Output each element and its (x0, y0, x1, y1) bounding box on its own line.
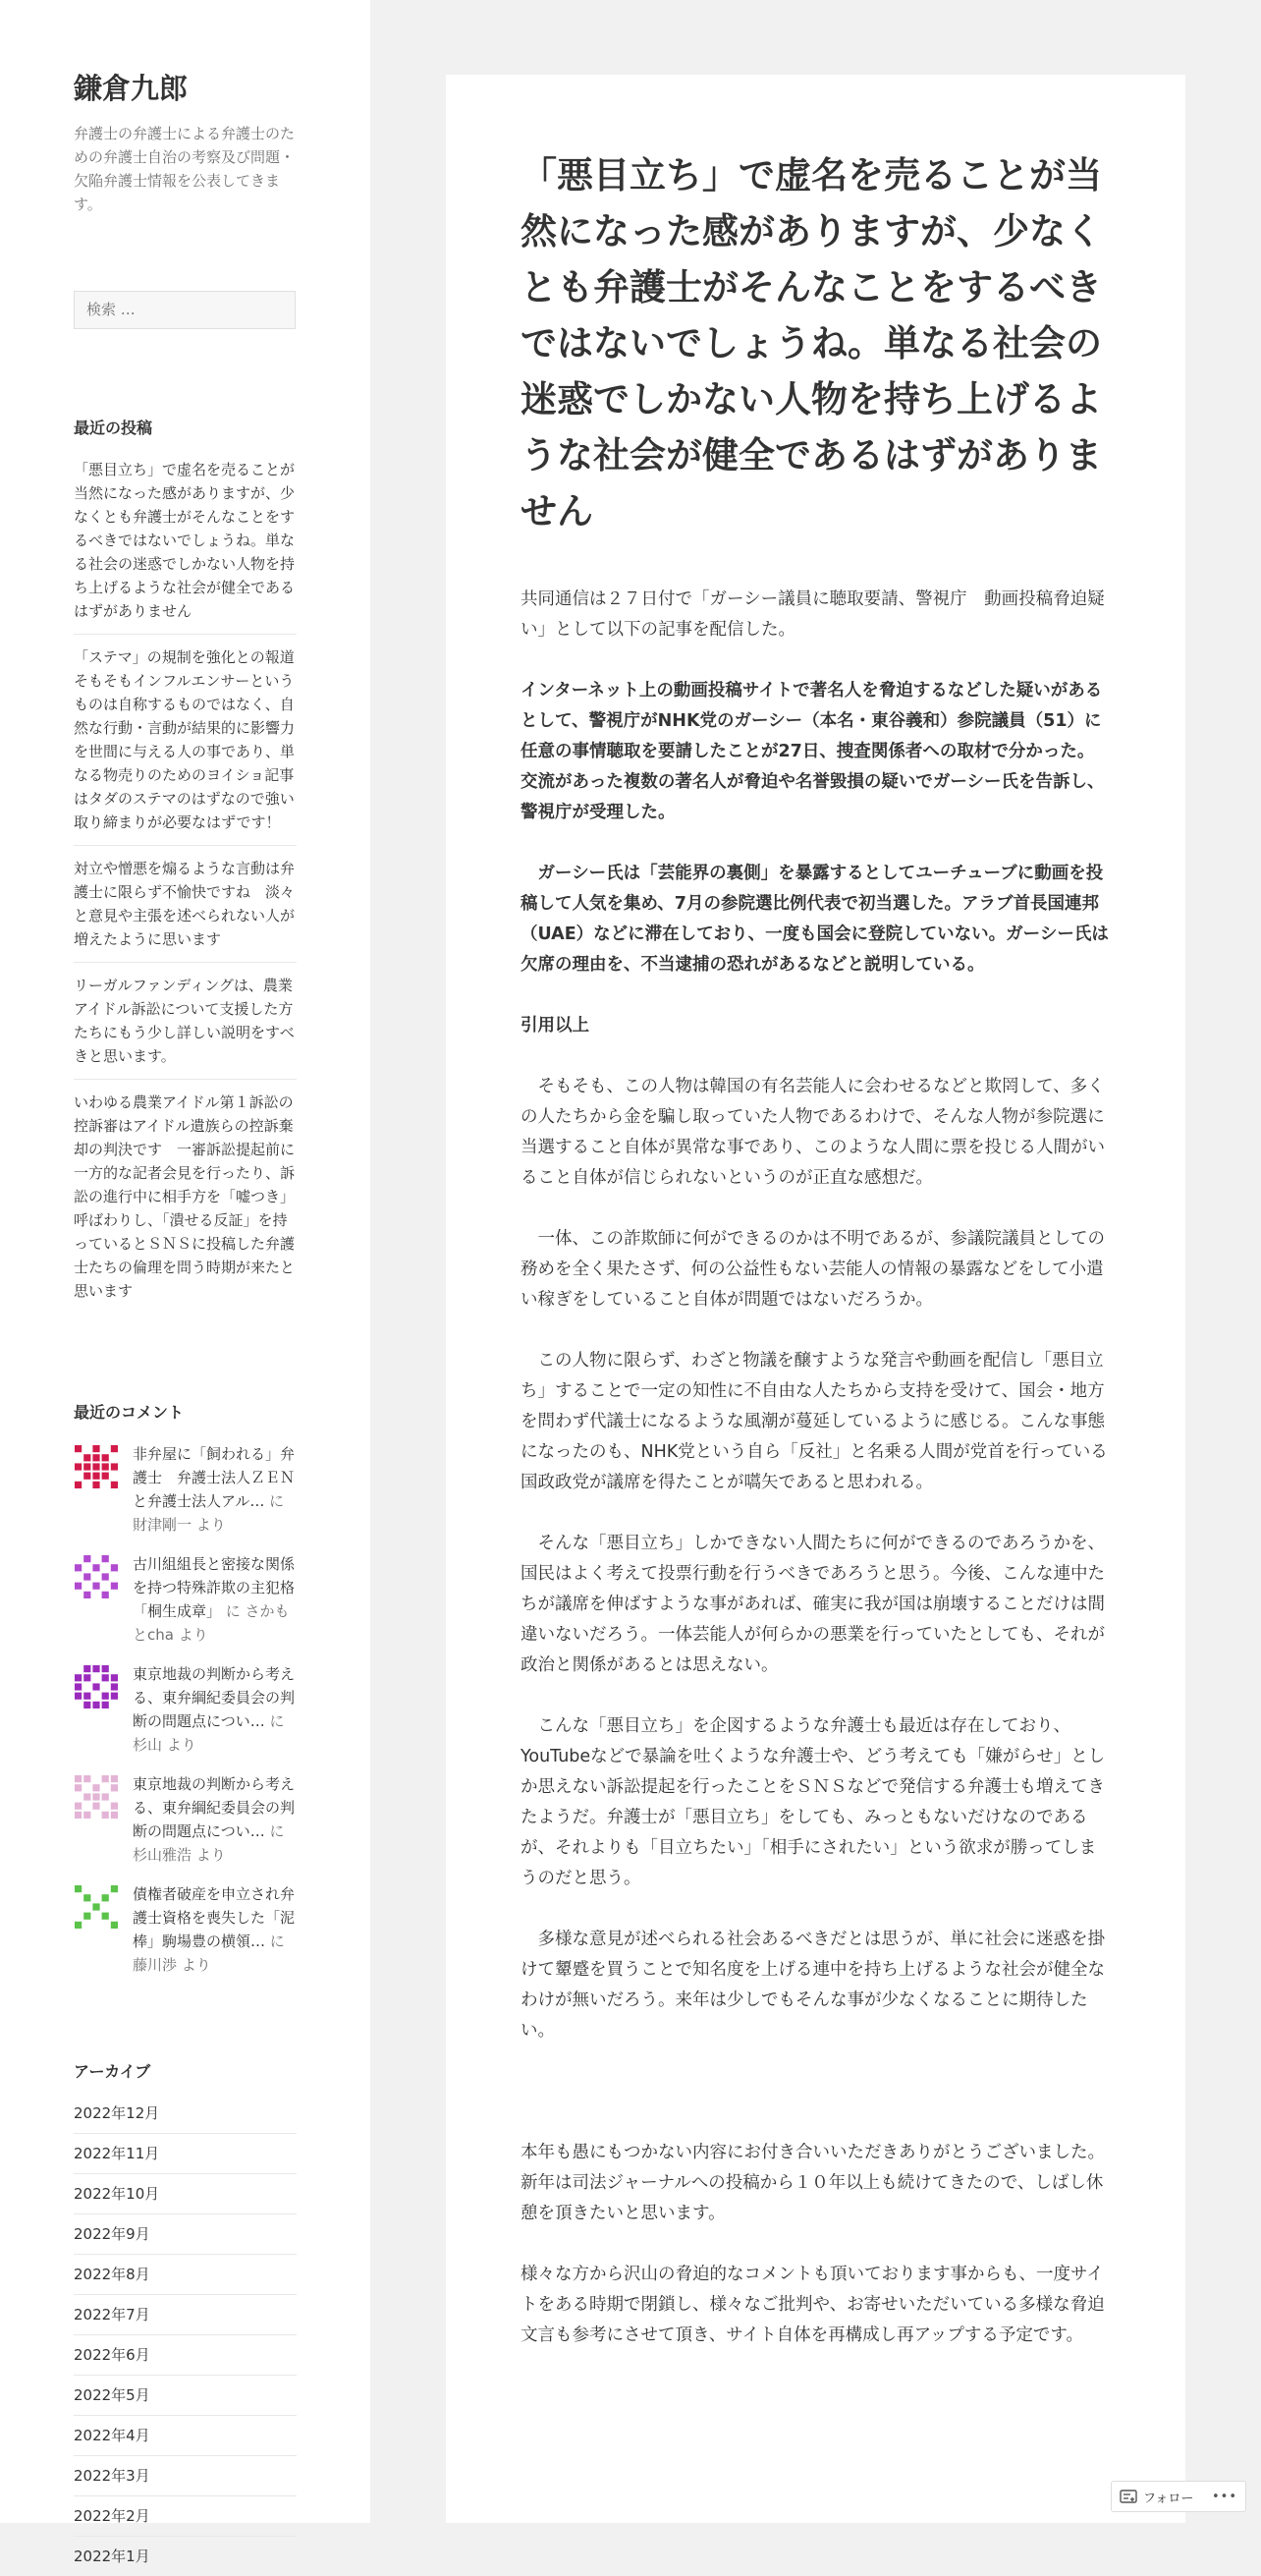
post-paragraph: 様々な方から沢山の脅迫的なコメントも頂いております事からも、一度サイトをある時期で閉鎖し、様々なご批判や、お寄せいただいている多様な脅迫文言も参考にさせて頂き、サイト自体を再構成し再アップする予定です。 (521, 2265, 1105, 2345)
archive-link[interactable]: 2022年3月 (74, 2455, 297, 2495)
post-paragraph: 多様な意見が述べられる社会あるべきだとは思うが、単に社会に迷惑を掛けて顰蹙を買うことで知名度を上げる連中を持ち上げるような社会が健全なわけが無いだろう。来年は少しでもそんな事が少なくなることに期待したい。 (521, 1930, 1105, 2041)
avatar-identicon-icon[interactable] (74, 1554, 119, 1599)
archive-link[interactable]: 2022年8月 (74, 2254, 297, 2294)
archive-link[interactable]: 2022年9月 (74, 2213, 297, 2254)
post-paragraph: 一体、この詐欺師に何ができるのかは不明であるが、参議院議員としての務めを全く果たさず、何の公益性もない芸能人の情報の暴露などをして小遣い稼ぎをしていること自体が問題ではないだろうか。 (521, 1229, 1105, 1310)
comment-item (74, 1662, 297, 1757)
comment-text (133, 1552, 297, 1647)
more-options-icon[interactable]: ••• (1211, 2489, 1237, 2504)
archives-list (74, 2101, 297, 2576)
comment-meta: に 杉山雅浩 より (133, 1821, 285, 1864)
comment-meta: に さかもとcha より (133, 1601, 290, 1644)
post-paragraph: こんな「悪目立ち」を企図するような弁護士も最近は存在しており、YouTubeなどで暴論を吐くような弁護士や、どう考えても「嫌がらせ」としか思えない訴訟提起を行ったことをＳＮＳなどで発信する弁護士も増えてきたようだ。弁護士が「悪目立ち」をしても、みっともないだけなのであるが、それよりも「目立ちたい」「相手にされたい」という欲求が勝ってしまうのだと思う。 (521, 1716, 1106, 1888)
spacer (521, 2077, 1111, 2138)
recent-posts-list (74, 458, 309, 1314)
comment-post-link[interactable]: 東京地裁の判断から考える、東弁綱紀委員会の判断の問題点につい… (133, 1664, 296, 1730)
archive-link[interactable]: 2022年1月 (74, 2536, 297, 2576)
comment-text (133, 1442, 297, 1537)
comment-text (133, 1882, 297, 1977)
avatar-identicon-icon[interactable] (74, 1774, 119, 1820)
post-paragraph: 本年も愚にもつかない内容にお付き合いいただきありがとうございました。新年は司法ジャーナルへの投稿から１０年以上も続けてきたので、しばし休憩を頂きたいと思います。 (521, 2143, 1105, 2223)
archive-link[interactable]: 2022年7月 (74, 2294, 297, 2334)
archive-link[interactable]: 2022年10月 (74, 2173, 297, 2213)
site-description: 弁護士の弁護士による弁護士のための弁護士自治の考察及び問題・欠陥弁護士情報を公表してきます。 (74, 124, 296, 213)
archive-link[interactable]: 2022年12月 (74, 2103, 160, 2122)
comment-meta: に 財津剛一 より (133, 1491, 285, 1534)
comment-item (74, 1772, 297, 1867)
recent-post-link[interactable]: 「ステマ」の規制を強化との報道 そもそもインフルエンサーというものは自称するものではなく、自然な行動・言動が結果的に影響力を世間に与える人の事であり、単なる物売りのためのヨイショ記事はタダのステマのはずなので強い取り締まりが必要なはずです！ (74, 634, 297, 845)
post-article (446, 75, 1185, 2523)
post-paragraph: そもそも、この人物は韓国の有名芸能人に会わせるなどと欺罔して、多くの人たちから金を騙し取っていた人物であるわけで、そんな人物が参院選に当選すること自体が異常な事であり、このような人間に票を投じる人間がいること自体が信じられないというのが正直な感想だ。 (521, 1077, 1105, 1188)
post-paragraph: この人物に限らず、わざと物議を醸すような発言や動画を配信し「悪目立ち」することで一定の知性に不自由な人たちから支持を受けて、国会・地方を問わず代議士になるような風潮が蔓延しているように感じる。こんな事態になったのも、NHK党という自ら「反社」と名乗る人間が党首を行っている国政政党が議席を得たことが嚆矢であると思われる。 (521, 1351, 1108, 1492)
sidebar (0, 0, 370, 2565)
archive-link[interactable]: 2022年11月 (74, 2133, 297, 2173)
post-paragraph: そんな「悪目立ち」しかできない人間たちに何ができるのであろうかを、国民はよく考えて投票行動を行うべきであろうと思う。今後、こんな連中たちが議席を伸ばすような事があれば、確実に我が国は崩壊することだけは間違いないだろう。一体芸能人が何らかの悪業を行っていたとしても、それが政治と関係があるとは思えない。 (521, 1534, 1105, 1675)
post-content (521, 585, 1111, 2351)
follow-button[interactable] (1111, 2481, 1246, 2512)
comment-post-link[interactable]: 古川組組長と密接な関係を持つ特殊詐欺の主犯格「桐生成章」 (133, 1554, 296, 1620)
recent-comments-list (74, 1442, 297, 1977)
archive-link[interactable]: 2022年6月 (74, 2334, 297, 2375)
comment-meta: に 藤川渉 より (133, 1932, 285, 1974)
comment-item (74, 1552, 297, 1647)
recent-post-link[interactable]: リーガルファンディングは、農業アイドル訴訟について支援した方たちにもう少し詳しい説明をすべきと思います。 (74, 962, 297, 1079)
follow-label: フォロー (1143, 2491, 1194, 2506)
comment-meta: に 杉山 より (133, 1711, 285, 1754)
avatar-identicon-icon[interactable] (74, 1884, 119, 1930)
archive-link[interactable]: 2022年4月 (74, 2415, 297, 2455)
quoted-paragraph: インターネット上の動画投稿サイトで著名人を脅迫するなどした疑いがあるとして、警視庁がNHK党のガーシー（本名・東谷義和）参院議員（51）に任意の事情聴取を要請したことが27日、捜査関係者への取材で分かった。交流があった複数の著名人が脅迫や名誉毀損の疑いでガーシー氏を告訴し、警視庁が受理した。 (521, 681, 1105, 822)
avatar-identicon-icon[interactable] (74, 1444, 119, 1489)
site-title[interactable]: 鎌倉九郎 (74, 72, 189, 105)
comment-post-link[interactable]: 非弁屋に「飼われる」弁護士 弁護士法人ＺＥＮと弁護士法人アル… (133, 1444, 296, 1510)
archive-link[interactable]: 2022年2月 (74, 2495, 297, 2536)
recent-post-link[interactable]: いわゆる農業アイドル第１訴訟の控訴審はアイドル遺族らの控訴棄却の判決です 一審訴訟提起前に一方的な記者会見を行ったり、訴訟の進行中に相手方を「嘘つき」呼ばわりし、「潰せる反証」を持っているとＳＮＳに投稿した弁護士たちの倫理を問う時期が来たと思います (74, 1079, 297, 1314)
archive-link[interactable]: 2022年5月 (74, 2375, 297, 2415)
follow-reader-icon (1120, 2490, 1137, 2503)
recent-posts-title: 最近の投稿 (74, 418, 153, 437)
recent-post-link[interactable]: 対立や憎悪を煽るような言動は弁護士に限らず不愉快ですね 淡々と意見や主張を述べられない人が増えたように思います (74, 845, 297, 962)
post-paragraph: 共同通信は２７日付で「ガーシー議員に聴取要請、警視庁 動画投稿脅迫疑い」として以下の記事を配信した。 (521, 589, 1105, 640)
post-title: 「悪目立ち」で虚名を売ることが当然になった感がありますが、少なくとも弁護士がそんなことをするべきではないでしょうね。単なる社会の迷惑でしかない人物を持ち上げるような社会が健全であるはずがありません (521, 153, 1102, 532)
quoted-paragraph: ガーシー氏は「芸能界の裏側」を暴露するとしてユーチューブに動画を投稿して人気を集め、7月の参院選比例代表で初当選した。アラブ首長国連邦（UAE）などに滞在しており、一度も国会に登院していない。ガーシー氏は欠席の理由を、不当逮捕の恐れがあるなどと説明している。 (521, 864, 1109, 975)
search-input[interactable] (74, 291, 296, 329)
comment-post-link[interactable]: 東京地裁の判断から考える、東弁綱紀委員会の判断の問題点につい… (133, 1774, 296, 1840)
recent-comments-title: 最近のコメント (74, 1402, 185, 1422)
comment-text (133, 1662, 297, 1757)
quote-end-label: 引用以上 (521, 1016, 589, 1036)
comment-item (74, 1882, 297, 1977)
comment-item (74, 1442, 297, 1537)
recent-post-link[interactable]: 「悪目立ち」で虚名を売ることが当然になった感がありますが、少なくとも弁護士がそんなことをするべきではないでしょうね。単なる社会の迷惑でしかない人物を持ち上げるような社会が健全であるはずがありません (74, 460, 296, 620)
comment-post-link[interactable]: 債権者破産を申立され弁護士資格を喪失した「泥棒」駒場豊の横領… (133, 1884, 296, 1950)
comment-text (133, 1772, 297, 1867)
avatar-identicon-icon[interactable] (74, 1664, 119, 1709)
archives-title: アーカイブ (74, 2061, 151, 2081)
